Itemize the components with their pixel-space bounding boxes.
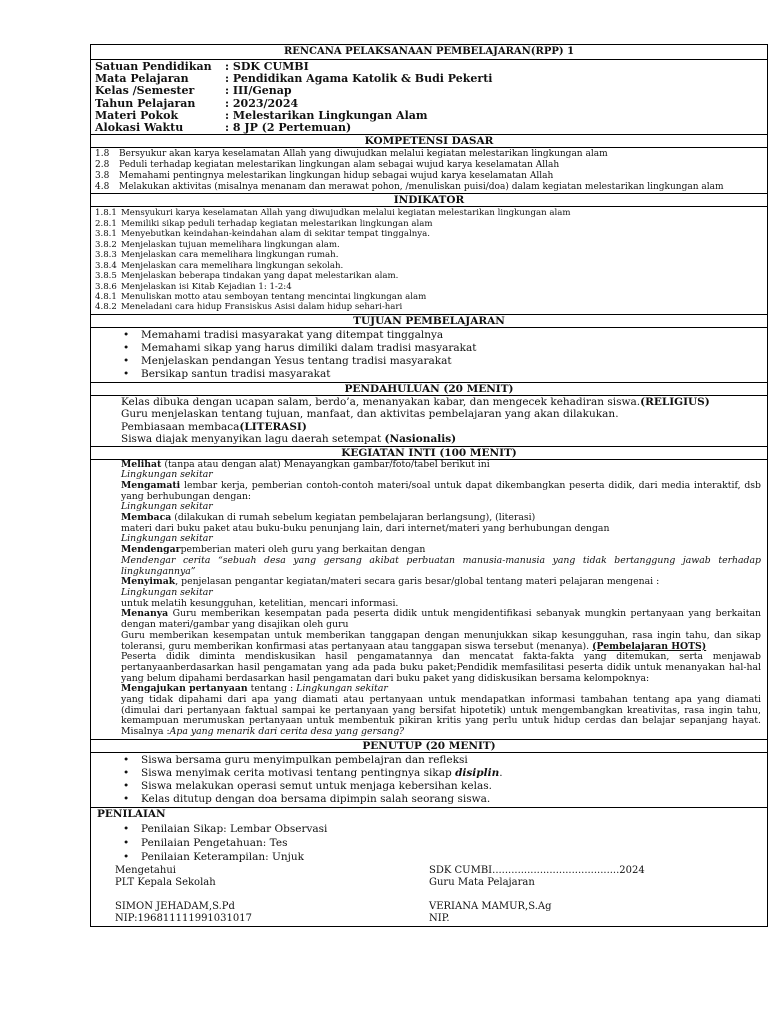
topic-line: Lingkungan sekitar: [121, 587, 213, 598]
inti-text: (tanpa atau dengan alat) Menayangkan gambar/foto/tabel berikut ini: [161, 458, 490, 470]
indikator-code: 3.8.1: [95, 229, 117, 240]
inti-paragraph: untuk melatih kesungguhan, ketelitian, mencari informasi.: [121, 597, 399, 609]
identity-value: : Melestarikan Lingkungan Alam: [225, 108, 428, 122]
indikator-text: Menjelaskan tujuan memelihara lingkungan alam.: [121, 239, 340, 250]
religius-tag: (RELIGIUS): [640, 395, 710, 408]
indikator-code: 4.8.2: [95, 302, 117, 313]
inti-text: Guru memberikan kesempatan pada peserta didik untuk mengidentifikasi sebanyak mungkin pertanyaan yang berkaitan dengan materi/gambar yang disajikan oleh guru: [121, 608, 761, 631]
nasionalis-tag: (Nasionalis): [384, 433, 457, 446]
identity-row: [95, 98, 761, 110]
kd-text: Memahami pentingnya melestarikan lingkungan hidup sebagai wujud karya keselamatan Allah: [119, 170, 554, 181]
kepala-sekolah-name: SIMON JEHADAM,S.Pd: [115, 901, 235, 913]
guru-name: VERIANA MAMUR,S.Ag: [429, 901, 552, 913]
penutup-text: .: [499, 766, 503, 779]
indikator-text: Menjelaskan beberapa tindakan yang dapat melestarikan alam.: [121, 271, 399, 282]
indikator-text: Menuliskan motto atau semboyan tentang mencintai lingkungan alam: [121, 292, 427, 303]
literasi-tag: (LITERASI): [239, 420, 307, 433]
inti-paragraph: [121, 481, 761, 502]
indikator-item: [95, 208, 763, 218]
indikator-item: [95, 261, 763, 271]
pendahuluan-line: [121, 421, 761, 433]
cerita-line: Mendengar cerita “sebuah desa yang gersang akibat perbuatan manusia-manusia yang tidak bertanggung jawab terhadap lingkungannya”: [121, 554, 761, 577]
kd-code: 2.8: [95, 160, 110, 171]
indikator-heading: INDIKATOR: [91, 193, 767, 206]
inti-text: Guru memberikan kesempatan untuk memberikan tanggapan dengan menunjukkan sikap kesungguhan, rasa ingin tahu, dan sikap toleransi, guru memberikan konfirmasi atas pertanyaan atau tanggapan siswa tersebut (menanya).: [121, 629, 761, 652]
kd-text: Peduli terhadap kegiatan melestarikan lingkungan alam sebagai wujud karya keselamatan Allah: [119, 160, 560, 171]
signature-right: [429, 865, 761, 926]
pendahuluan-line: Guru menjelaskan tentang tujuan, manfaat, dan aktivitas pembelajaran yang akan dilakukan.: [121, 408, 619, 421]
keyword: Menyimak: [121, 576, 176, 588]
mengetahui-label: Mengetahui: [115, 864, 176, 876]
identity-label: Materi Pokok: [95, 108, 179, 122]
inti-paragraph: [121, 460, 761, 471]
indikator-text: Menjelaskan cara memelihara lingkungan rumah.: [121, 250, 339, 261]
identity-label: Tahun Pelajaran: [95, 96, 196, 110]
indikator-text: Mensyukuri karya keselamatan Allah yang diwujudkan melalui kegiatan melestarikan lingkungan alam: [121, 208, 571, 219]
kepala-sekolah-nip: NIP:196811111991031017: [115, 913, 252, 925]
pendahuluan-heading: PENDAHULUAN (20 MENIT): [91, 382, 767, 395]
indikator-code: 3.8.4: [95, 260, 117, 271]
inti-text: , penjelasan pengantar kegiatan/materi secara garis besar/global tentang materi pelajaran mengenai :: [175, 576, 660, 588]
indikator-item: [95, 240, 763, 250]
tujuan-item: • Memahami tradisi masyarakat yang ditempat tinggalnya: [141, 329, 767, 342]
keyword: Mengamati: [121, 479, 181, 491]
penutup-section: [91, 752, 767, 807]
tujuan-item: • Bersikap santun tradisi masyarakat: [141, 368, 767, 381]
identity-value: : 2023/2024: [225, 96, 299, 110]
document-title: RENCANA PELAKSANAAN PEMBELAJARAN(RPP) 1: [283, 46, 575, 57]
signature-block: [97, 865, 761, 926]
indikator-code: 4.8.1: [95, 292, 117, 303]
identity-row: [95, 85, 761, 97]
topic-line: Lingkungan sekitar: [121, 469, 213, 481]
penutup-item: • Siswa melakukan operasi semut untuk menjaga kebersihan kelas.: [141, 780, 767, 793]
keyword: Mengajukan pertanyaan: [121, 683, 248, 695]
penilaian-item: • Penilaian Keterampilan: Unjuk: [141, 850, 761, 864]
kd-code: 1.8: [95, 149, 110, 160]
kd-text: Bersyukur akan karya keselamatan Allah yang diwujudkan melalui kegiatan melestarikan lingkungan alam: [119, 149, 608, 160]
kd-code: 4.8: [95, 181, 110, 192]
penutup-item: [141, 767, 767, 780]
identity-section: [91, 59, 767, 134]
inti-paragraph: [121, 631, 761, 652]
inti-paragraph: materi dari buku paket atau buku-buku penunjang lain, dari internet/materi yang berhubungan dengan: [121, 522, 610, 534]
indikator-text: Memiliki sikap peduli terhadap kegiatan melestarikan lingkungan alam: [121, 218, 433, 229]
kepala-sekolah-label: PLT Kepala Sekolah: [115, 877, 216, 889]
signature-left: [97, 865, 429, 926]
kd-text: Melakukan aktivitas (misalnya menanam dan merawat pohon, /menuliskan puisi/doa) dalam kegiatan melestarikan lingkungan alam: [119, 181, 724, 192]
penilaian-heading: PENILAIAN: [97, 807, 166, 820]
kd-item: [95, 149, 763, 160]
identity-label: Alokasi Waktu: [95, 121, 184, 135]
indikator-item: [95, 271, 763, 281]
tujuan-item: • Memahami sikap yang harus dimiliki dalam tradisi masyarakat: [141, 342, 767, 355]
indikator-code: 3.8.6: [95, 281, 117, 292]
inti-text: tentang :: [247, 683, 297, 695]
penutup-list: [91, 753, 767, 807]
topic-line: Lingkungan sekitar: [121, 533, 213, 545]
indikator-text: Meneladani cara hidup Fransiskus Asisi dalam hidup sehari-hari: [121, 302, 403, 313]
keyword: Mendengar: [121, 544, 181, 556]
identity-label: Satuan Pendidikan: [95, 60, 212, 73]
penutup-item: • Siswa bersama guru menyimpulkan pembelajran dan refleksi: [141, 754, 767, 767]
penilaian-item: • Penilaian Sikap: Lembar Observasi: [141, 822, 761, 836]
hots-tag: (Pembelajaran HOTS): [592, 640, 707, 652]
keyword: Membaca: [121, 512, 172, 524]
pendahuluan-section: [91, 395, 767, 446]
pendahuluan-text: Kelas dibuka dengan ucapan salam, berdo’a, menanyakan kabar, dan mengecek kehadiran siswa.: [121, 395, 641, 408]
indikator-item: [95, 282, 763, 292]
indikator-code: 3.8.3: [95, 250, 117, 261]
indikator-text: Menjelaskan cara memelihara lingkungan sekolah.: [121, 260, 344, 271]
pendahuluan-line: [121, 396, 761, 408]
indikator-list: [91, 206, 767, 314]
penilaian-list: [97, 821, 761, 865]
pendahuluan-line: [121, 433, 761, 445]
indikator-item: [95, 302, 763, 312]
kd-item: [95, 171, 763, 182]
keyword: Melihat: [121, 458, 162, 470]
guru-nip: NIP.: [429, 913, 450, 925]
identity-value: : SDK CUMBI: [225, 60, 309, 73]
identity-value: : III/Genap: [225, 84, 292, 98]
inti-text: (dilakukan di rumah sebelum kegiatan pembelajaran berlangsung), (literasi): [171, 512, 536, 524]
inti-paragraph: [121, 577, 761, 588]
tujuan-heading: TUJUAN PEMBELAJARAN: [91, 314, 767, 327]
penilaian-item: • Penilaian Pengetahuan: Tes: [141, 836, 761, 850]
indikator-item: [95, 229, 763, 239]
disiplin-emph: disiplin: [455, 766, 500, 779]
kd-code: 3.8: [95, 170, 110, 181]
topic-inline: Lingkungan sekitar: [296, 683, 388, 695]
guru-label: Guru Mata Pelajaran: [429, 877, 535, 889]
penutup-item: • Kelas ditutup dengan doa bersama dipimpin salah seorang siswa.: [141, 793, 767, 806]
penilaian-section: [91, 807, 767, 926]
tujuan-section: [91, 327, 767, 382]
identity-label: Kelas /Semester: [95, 84, 195, 98]
identity-label: Mata Pelajaran: [95, 72, 189, 86]
indikator-code: 1.8.1: [95, 208, 117, 219]
inti-text: yang tidak dipahami dari apa yang diamati atau pertanyaan untuk mendapatkan informasi tambahan tentang apa yang diamati (dimulai dari pertanyaan faktual sampai ke pertanyaan yang bersifat hipotetik) untuk mengembangkan kreativitas, rasa ingin tahu, kemampuan merumuskan pertanyaan untuk membentuk pikiran kritis yang perlu untuk hidup cerdas dan belajar sepanjang hayat. Misalnya :: [121, 694, 761, 738]
contoh-question: Apa yang menarik dari cerita desa yang gersang?: [169, 726, 405, 738]
inti-heading: KEGIATAN INTI (100 MENIT): [91, 446, 767, 459]
topic-line: Lingkungan sekitar: [121, 501, 213, 513]
inti-paragraph: [121, 609, 761, 630]
inti-text: lembar kerja, pemberian contoh-contoh materi/soal untuk dapat dikembangkan peserta didik, dari media interaktif, dsb yang berhubungan dengan:: [121, 479, 761, 502]
keyword: Menanya: [121, 608, 169, 620]
pendahuluan-text: Pembiasaan membaca: [121, 420, 240, 433]
indikator-item: [95, 219, 763, 229]
tujuan-item: • Menjelaskan pendangan Yesus tentang tradisi masyarakat: [141, 355, 767, 368]
indikator-text: Menjelaskan isi Kitab Kejadian 1: 1-2:4: [121, 281, 292, 292]
kd-list: [91, 147, 767, 193]
indikator-text: Menyebutkan keindahan-keindahan alam di sekitar tempat tinggalnya.: [121, 229, 430, 240]
inti-text: pemberian materi oleh guru yang berkaitan dengan: [180, 544, 426, 556]
kd-item: [95, 160, 763, 171]
kd-item: [95, 182, 763, 193]
indikator-item: [95, 250, 763, 260]
inti-paragraph: Peserta didik diminta mendiskusikan hasil pengamatannya dan mencatat fakta-fakta yang ditemukan, serta menjawab pertanyaanberdasarkan hasil pengamatan yang ada pada buku paket;Pendidik memfasilitasi peserta didik untuk menanyakan hal-hal yang belum dipahami berdasarkan hasil pengamatan dari buku paket yang didiskusikan bersama kelompoknya:: [121, 651, 761, 684]
penutup-text: Siswa menyimak cerita motivasi tentang pentingnya sikap: [141, 766, 456, 779]
identity-row: [95, 110, 761, 122]
identity-row: [95, 73, 761, 85]
indikator-code: 3.8.2: [95, 239, 117, 250]
tujuan-list: [91, 328, 767, 382]
indikator-code: 3.8.5: [95, 271, 117, 282]
pendahuluan-text: Siswa diajak menyanyikan lagu daerah setempat: [121, 433, 385, 446]
indikator-code: 2.8.1: [95, 218, 117, 229]
inti-paragraph: [121, 695, 761, 738]
rpp-document: [90, 44, 768, 927]
inti-section: [91, 459, 767, 739]
identity-value: : 8 JP (2 Pertemuan): [225, 121, 352, 135]
penutup-heading: PENUTUP (20 MENIT): [91, 739, 767, 752]
identity-row: [95, 122, 761, 134]
indikator-item: [95, 292, 763, 302]
identity-value: : Pendidikan Agama Katolik & Budi Pekerti: [225, 72, 493, 86]
kd-heading: KOMPETENSI DASAR: [91, 134, 767, 147]
place-date-line: SDK CUMBI........................................2024: [429, 864, 645, 876]
